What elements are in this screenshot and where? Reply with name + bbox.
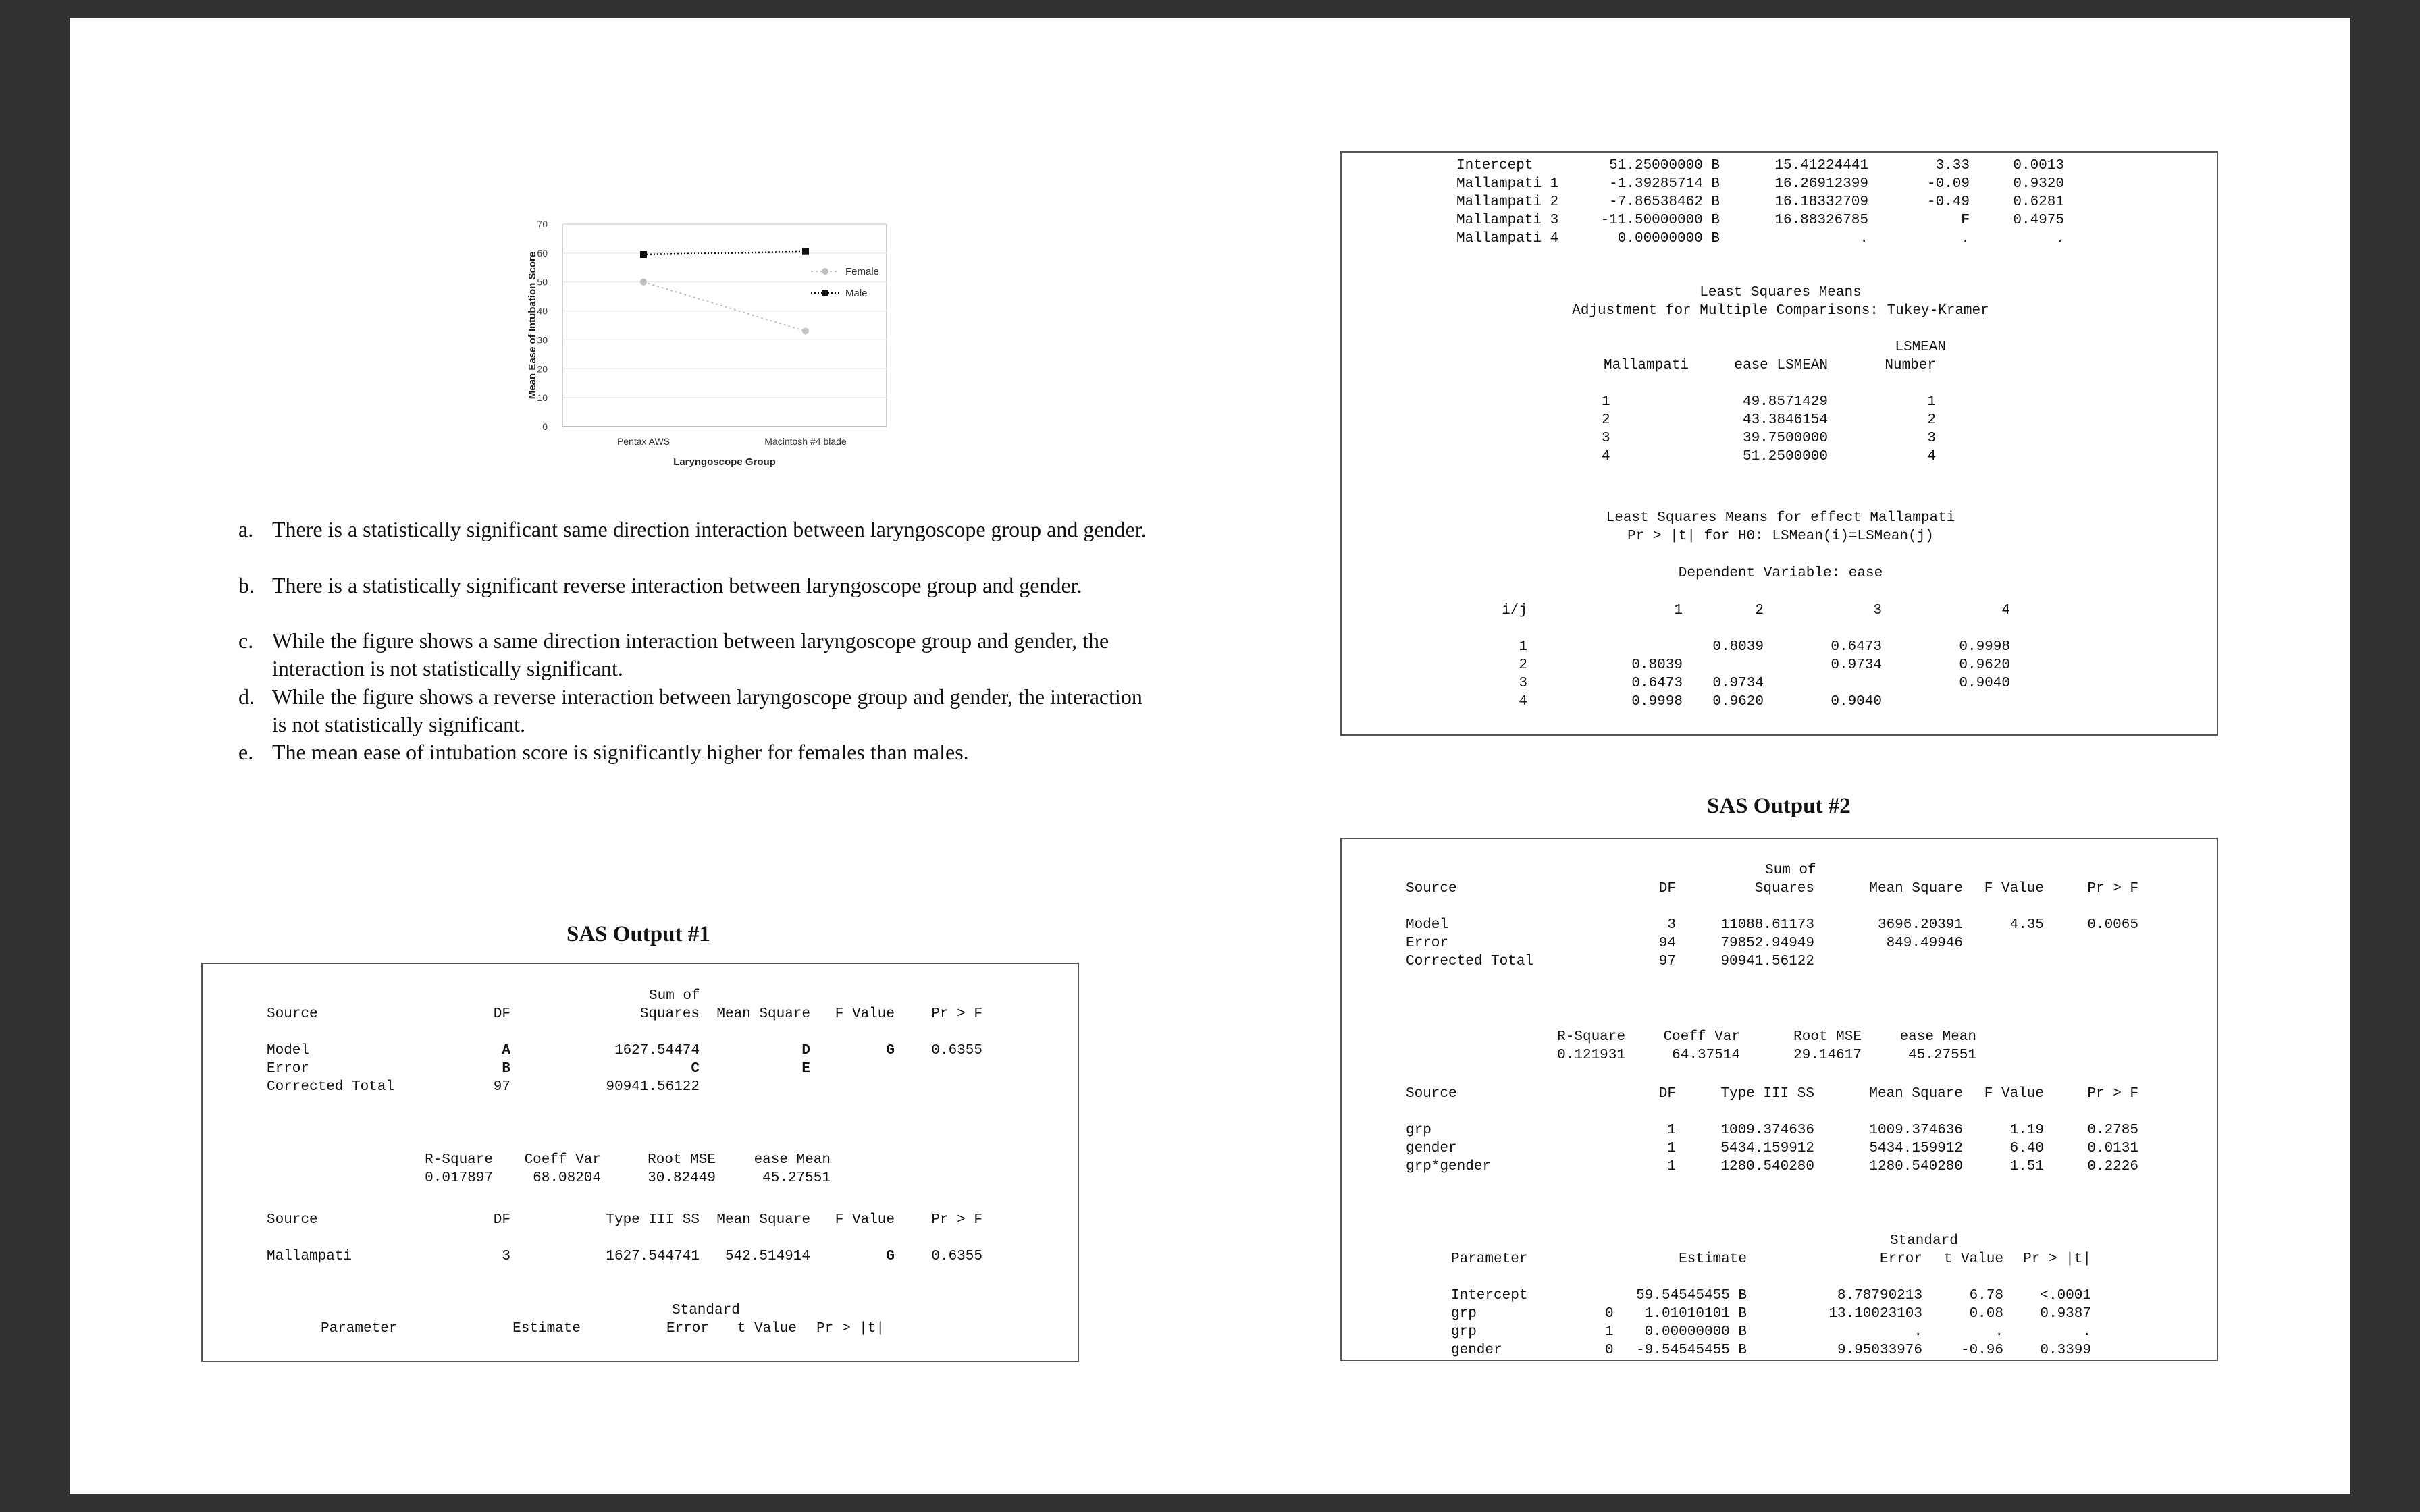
param2-std-error: 9.95033976 (1837, 1343, 1922, 1358)
fit-mean: 45.27551 (762, 1170, 831, 1186)
anova2-p: 0.0065 (2087, 917, 2138, 933)
anova2-df: 97 (1658, 954, 1676, 969)
sas-output-2-title: SAS Output #2 (1707, 794, 1851, 818)
param-header-se-top: Standard (672, 1303, 740, 1318)
type3-source: Mallampati (267, 1249, 352, 1264)
anova-source-model: Model (267, 1043, 310, 1058)
param-p-value: . (2055, 231, 2064, 246)
param2-p-value: 0.9387 (2040, 1306, 2091, 1322)
sas-output-1-box (201, 963, 1079, 1362)
fit2-rmse: 29.14617 (1793, 1048, 1862, 1063)
fit2-header-rmse: Root MSE (1793, 1029, 1862, 1045)
x-tick-label: Pentax AWS (616, 436, 670, 447)
pairwise-col-header: 1 (1674, 603, 1683, 618)
anova2-header-df: DF (1658, 881, 1676, 896)
fit-header-rmse: Root MSE (648, 1152, 716, 1168)
anova2-header-ss-top: Sum of (1765, 863, 1816, 878)
param2-std-error: 8.78790213 (1837, 1288, 1922, 1303)
option-text: The mean ease of intubation score is significantly higher for females than males. (272, 740, 969, 764)
option-letter: d. (238, 684, 255, 709)
pairwise-cell: 0.9734 (1831, 657, 1882, 673)
lsmean-group: 2 (1602, 412, 1610, 428)
fit2-header-mean: ease Mean (1899, 1029, 1976, 1045)
param-header-t: t Value (737, 1321, 797, 1336)
option-text: There is a statistically significant same direction interaction between laryngoscope group and gender. (272, 517, 1147, 541)
type3-ms: 542.514914 (725, 1249, 810, 1264)
y-tick-label: 30 (537, 334, 548, 346)
param-t-value: 3.33 (1935, 158, 1970, 173)
anova-f-model: G (886, 1043, 895, 1058)
param2-t-value: 6.78 (1969, 1288, 2003, 1303)
anova2-source: Model (1406, 917, 1449, 933)
param-header-se: Error (666, 1321, 709, 1336)
pairwise-row-label: 3 (1519, 676, 1527, 691)
option-text: While the figure shows a same direction interaction between laryngoscope group and gender, the interaction is not statistically significant. (272, 628, 1109, 680)
lsmean-group: 4 (1602, 449, 1610, 464)
type3-ss: 1627.544741 (606, 1249, 700, 1264)
param-std-error: 16.88326785 (1774, 213, 1868, 228)
anova2-ms: 3696.20391 (1877, 917, 1963, 933)
type3-2-header-ms: Mean Square (1869, 1086, 1963, 1102)
type3-2-ss: 1009.374636 (1720, 1123, 1814, 1138)
y-tick-label: 20 (537, 363, 548, 375)
lsmean-group: 1 (1602, 394, 1610, 410)
option-letter: c. (238, 628, 254, 653)
dependent-variable: Dependent Variable: ease (1678, 566, 1883, 581)
sas-output-1-continued-box (1340, 151, 2218, 736)
type3-2-f: 1.19 (2009, 1123, 2044, 1138)
param-name: Mallampati 1 (1456, 176, 1559, 192)
option-c (238, 627, 1157, 682)
option-text: While the figure shows a reverse interaction between laryngoscope group and gender, the interaction is not statistically significant. (272, 684, 1142, 736)
option-letter: e. (238, 740, 254, 764)
lsmean-number: 2 (1927, 412, 1936, 428)
interaction-plot (448, 200, 920, 483)
lsmeans-header-lsmean: ease LSMEAN (1734, 358, 1828, 373)
y-tick-label: 0 (542, 421, 548, 432)
anova-ss-total: 90941.56122 (606, 1079, 700, 1095)
anova2-f: 4.35 (2009, 917, 2044, 933)
y-tick-label: 70 (537, 219, 548, 230)
lsmean-value: 51.2500000 (1742, 449, 1828, 464)
pairwise-cell: 0.6473 (1831, 639, 1882, 655)
anova-df-total: 97 (493, 1079, 510, 1095)
param-estimate: 51.25000000 B (1609, 158, 1720, 173)
option-text: There is a statistically significant reverse interaction between laryngoscope group and gender. (272, 573, 1082, 597)
pairwise-cell: 0.9040 (1831, 694, 1882, 709)
type3-header-ss: Type III SS (606, 1212, 700, 1228)
lsmeans-header-group: Mallampati (1604, 358, 1689, 373)
pairwise-cell: 0.8039 (1712, 639, 1764, 655)
anova2-header-ss: Squares (1754, 881, 1814, 896)
pairwise-cell: 0.9998 (1959, 639, 2010, 655)
param2-estimate: 59.54545455 B (1636, 1288, 1747, 1303)
anova2-ms: 849.49946 (1886, 936, 1963, 951)
param-t-value: . (1961, 231, 1970, 246)
lsmean-number: 3 (1927, 431, 1936, 446)
param2-std-error: 13.10023103 (1829, 1306, 1922, 1322)
type3-header-df: DF (493, 1212, 510, 1228)
pairwise-title: Least Squares Means for effect Mallampati (1606, 510, 1955, 526)
pairwise-cell: 0.6473 (1631, 676, 1683, 691)
data-point-female (802, 328, 809, 335)
param2-header-param: Parameter (1451, 1251, 1528, 1267)
anova-header-ss: Squares (639, 1006, 700, 1022)
param2-std-error: . (1914, 1324, 1922, 1340)
type3-header-ms: Mean Square (716, 1212, 810, 1228)
anova2-ss: 11088.61173 (1720, 917, 1814, 933)
fit-rsq: 0.017897 (425, 1170, 493, 1186)
anova2-ss: 79852.94949 (1720, 936, 1814, 951)
param2-estimate: 1.01010101 B (1644, 1306, 1747, 1322)
anova-df-error: B (502, 1061, 510, 1077)
param2-level: 0 (1605, 1306, 1614, 1322)
anova2-source: Corrected Total (1406, 954, 1534, 969)
param2-p-value: . (2082, 1324, 2091, 1340)
pairwise-row-label: 4 (1519, 694, 1527, 709)
pairwise-row-label: 1 (1519, 639, 1527, 655)
option-d (238, 683, 1157, 738)
type3-2-ss: 1280.540280 (1720, 1159, 1814, 1174)
type3-header-source: Source (267, 1212, 318, 1228)
anova-header-p: Pr > F (931, 1006, 982, 1022)
type3-2-f: 6.40 (2009, 1141, 2044, 1156)
anova2-header-ms: Mean Square (1869, 881, 1963, 896)
y-tick-label: 60 (537, 247, 548, 259)
data-point-male (640, 251, 647, 258)
y-tick-label: 10 (537, 392, 548, 404)
pairwise-row-label: 2 (1519, 657, 1527, 673)
type3-2-source: grp (1406, 1123, 1431, 1138)
type3-2-f: 1.51 (2009, 1159, 2044, 1174)
anova-header-source: Source (267, 1006, 318, 1022)
param2-t-value: -0.96 (1960, 1343, 2003, 1358)
y-tick-label: 50 (537, 276, 548, 288)
type3-2-p: 0.2785 (2087, 1123, 2138, 1138)
type3-2-source: gender (1406, 1141, 1457, 1156)
pairwise-col-header: 3 (1873, 603, 1882, 618)
param2-estimate: -9.54545455 B (1636, 1343, 1747, 1358)
anova-header-f: F Value (835, 1006, 895, 1022)
param-name: Mallampati 4 (1456, 231, 1559, 246)
param2-p-value: 0.3399 (2040, 1343, 2091, 1358)
param2-name: gender (1451, 1343, 1502, 1358)
anova2-header-p: Pr > F (2087, 881, 2138, 896)
param-header-p: Pr > |t| (816, 1321, 885, 1336)
param2-name: grp (1451, 1324, 1477, 1340)
fit2-mean: 45.27551 (1908, 1048, 1976, 1063)
option-letter: b. (238, 573, 255, 597)
pairwise-col-header: 4 (2001, 603, 2010, 618)
param2-level: 1 (1605, 1324, 1614, 1340)
type3-header-p: Pr > F (931, 1212, 982, 1228)
data-point-male (802, 248, 809, 255)
type3-p: 0.6355 (931, 1249, 982, 1264)
fit-rmse: 30.82449 (648, 1170, 716, 1186)
fit2-header-rsq: R-Square (1557, 1029, 1625, 1045)
param-t-value: -0.09 (1926, 176, 1970, 192)
type3-2-header-f: F Value (1984, 1086, 2044, 1102)
pairwise-col-header: 2 (1755, 603, 1764, 618)
type3-2-df: 1 (1667, 1159, 1676, 1174)
type3-2-ms: 5434.159912 (1869, 1141, 1963, 1156)
lsmeans-subtitle: Adjustment for Multiple Comparisons: Tukey-Kramer (1572, 303, 1989, 319)
lsmean-value: 43.3846154 (1742, 412, 1828, 428)
lsmeans-header-num: Number (1885, 358, 1936, 373)
param-p-value: 0.4975 (2013, 213, 2064, 228)
param-name: Intercept (1456, 158, 1533, 173)
option-letter: a. (238, 517, 254, 541)
type3-2-df: 1 (1667, 1123, 1676, 1138)
fit-header-rsq: R-Square (425, 1152, 493, 1168)
lsmean-number: 1 (1927, 394, 1936, 410)
anova2-header-f: F Value (1984, 881, 2044, 896)
param-std-error: 15.41224441 (1774, 158, 1868, 173)
param-t-value: -0.49 (1926, 194, 1970, 210)
param-estimate: -11.50000000 B (1600, 213, 1720, 228)
lsmean-group: 3 (1602, 431, 1610, 446)
data-point-female (640, 279, 647, 286)
param-p-value: 0.0013 (2013, 158, 2064, 173)
type3-2-ss: 5434.159912 (1720, 1141, 1814, 1156)
anova-ms-model: D (801, 1043, 810, 1058)
type3-2-ms: 1009.374636 (1869, 1123, 1963, 1138)
document-page (70, 18, 2350, 1494)
lsmeans-title: Least Squares Means (1700, 285, 1862, 300)
anova-ss-error: C (691, 1061, 700, 1077)
type3-2-header-ss: Type III SS (1720, 1086, 1814, 1102)
fit2-cv: 64.37514 (1672, 1048, 1740, 1063)
param-p-value: 0.9320 (2013, 176, 2064, 192)
param-p-value: 0.6281 (2013, 194, 2064, 210)
anova-header-ms: Mean Square (716, 1006, 810, 1022)
legend-marker (822, 290, 828, 296)
sas-output-2-box (1340, 838, 2218, 1361)
anova-header-df: DF (493, 1006, 510, 1022)
pairwise-cell: 0.9040 (1959, 676, 2010, 691)
param2-level: 0 (1605, 1343, 1614, 1358)
y-axis-label: Mean Ease of Intubation Score (527, 251, 538, 400)
param2-p-value: <.0001 (2040, 1288, 2091, 1303)
anova-source-total: Corrected Total (267, 1079, 395, 1095)
param2-name: Intercept (1451, 1288, 1528, 1303)
x-tick-label: Macintosh #4 blade (764, 436, 847, 447)
type3-2-header-p: Pr > F (2087, 1086, 2138, 1102)
param-t-value: F (1961, 213, 1970, 228)
param2-t-value: . (1995, 1324, 2003, 1340)
fit-header-cv: Coeff Var (524, 1152, 601, 1168)
param2-name: grp (1451, 1306, 1477, 1322)
type3-2-source: grp*gender (1406, 1159, 1492, 1174)
sas-output-1-title: SAS Output #1 (567, 922, 710, 946)
pairwise-subtitle: Pr > |t| for H0: LSMean(i)=LSMean(j) (1627, 529, 1934, 544)
lsmean-value: 49.8571429 (1742, 394, 1828, 410)
pairwise-cell: 0.9998 (1631, 694, 1683, 709)
anova-ms-error: E (801, 1061, 810, 1077)
lsmean-value: 39.7500000 (1742, 431, 1828, 446)
param-std-error: 16.18332709 (1774, 194, 1868, 210)
param2-estimate: 0.00000000 B (1644, 1324, 1747, 1340)
anova-df-model: A (502, 1043, 510, 1058)
option-b (238, 572, 1157, 599)
param-std-error: . (1860, 231, 1868, 246)
legend-label-male: Male (845, 288, 868, 299)
x-axis-label: Laryngoscope Group (673, 456, 776, 468)
param-name: Mallampati 3 (1456, 213, 1559, 228)
param-estimate: -1.39285714 B (1609, 176, 1720, 192)
lsmeans-header-num-top: LSMEAN (1895, 340, 1946, 355)
anova-p-model: 0.6355 (931, 1043, 982, 1058)
anova2-source: Error (1406, 936, 1449, 951)
param-header-param: Parameter (321, 1321, 398, 1336)
type3-2-header-source: Source (1406, 1086, 1457, 1102)
anova2-df: 3 (1667, 917, 1676, 933)
fit2-header-cv: Coeff Var (1663, 1029, 1740, 1045)
pairwise-cell: 0.9620 (1959, 657, 2010, 673)
pairwise-col-header: i/j (1502, 603, 1527, 618)
series-line-female (643, 282, 806, 331)
type3-2-p: 0.0131 (2087, 1141, 2138, 1156)
anova2-ss: 90941.56122 (1720, 954, 1814, 969)
type3-f: G (886, 1249, 895, 1264)
type3-2-df: 1 (1667, 1141, 1676, 1156)
param-name: Mallampati 2 (1456, 194, 1559, 210)
anova-source-error: Error (267, 1061, 310, 1077)
y-tick-label: 40 (537, 305, 548, 317)
option-e (238, 738, 1157, 766)
legend-marker (822, 268, 828, 275)
pairwise-cell: 0.9620 (1712, 694, 1764, 709)
anova-ss-model: 1627.54474 (614, 1043, 700, 1058)
param2-header-p: Pr > |t| (2023, 1251, 2091, 1267)
anova2-df: 94 (1658, 936, 1676, 951)
type3-2-p: 0.2226 (2087, 1159, 2138, 1174)
option-a (238, 516, 1157, 543)
param2-t-value: 0.08 (1969, 1306, 2003, 1322)
anova2-header-source: Source (1406, 881, 1457, 896)
fit-header-mean: ease Mean (754, 1152, 831, 1168)
param2-header-se: Error (1879, 1251, 1922, 1267)
param-estimate: -7.86538462 B (1609, 194, 1720, 210)
pairwise-cell: 0.9734 (1712, 676, 1764, 691)
type3-2-ms: 1280.540280 (1869, 1159, 1963, 1174)
param-header-est: Estimate (512, 1321, 581, 1336)
param-estimate: 0.00000000 B (1617, 231, 1720, 246)
param2-header-t: t Value (1943, 1251, 2003, 1267)
anova-header-ss-top: Sum of (649, 988, 700, 1004)
legend-label-female: Female (845, 266, 880, 277)
type3-df: 3 (502, 1249, 510, 1264)
param2-header-est: Estimate (1679, 1251, 1747, 1267)
fit2-rsq: 0.121931 (1557, 1048, 1625, 1063)
pairwise-cell: 0.8039 (1631, 657, 1683, 673)
param2-header-se-top: Standard (1890, 1233, 1958, 1249)
param-std-error: 16.26912399 (1774, 176, 1868, 192)
fit-cv: 68.08204 (533, 1170, 601, 1186)
type3-header-f: F Value (835, 1212, 895, 1228)
type3-2-header-df: DF (1658, 1086, 1676, 1102)
lsmean-number: 4 (1927, 449, 1936, 464)
